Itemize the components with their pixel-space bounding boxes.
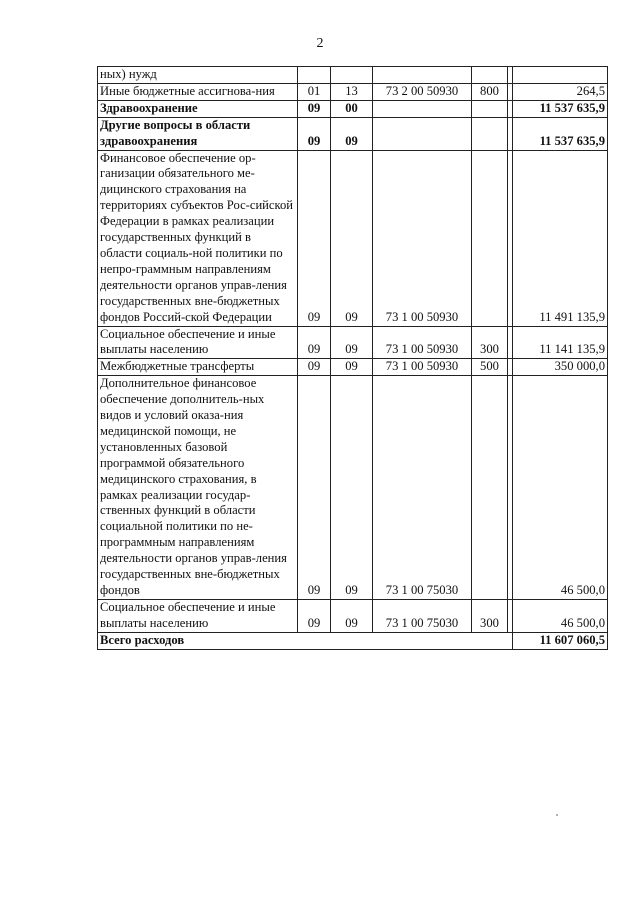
row-sum: 46 500,0 xyxy=(513,599,608,632)
table-row xyxy=(98,599,608,632)
row-rz: 01 xyxy=(298,83,331,100)
row-pr: 00 xyxy=(331,100,373,117)
row-csr: 73 1 00 50930 xyxy=(373,326,472,359)
row-sum: 350 000,0 xyxy=(513,359,608,376)
row-pr: 09 xyxy=(331,117,373,150)
row-rz xyxy=(298,67,331,84)
row-name: Другие вопросы в области здравоохранения xyxy=(98,117,298,150)
row-sum: 11 537 635,9 xyxy=(513,117,608,150)
table-row xyxy=(98,326,608,359)
row-sum: 11 491 135,9 xyxy=(513,150,608,326)
budget-table xyxy=(97,66,608,650)
row-vr: 300 xyxy=(472,599,508,632)
row-rz: 09 xyxy=(298,150,331,326)
table-row xyxy=(98,150,608,326)
row-csr: 73 1 00 50930 xyxy=(373,150,472,326)
row-rz: 09 xyxy=(298,376,331,600)
row-name: Дополнительное финансовое обеспечение дополнитель-ных видов и условий оказа-ния медицинской помощи, не установленных базовой программой обязательного медицинского страхования, в рамках реализации государ-ственных функций в области социальной политики по не-программным направлениям деятельности органов управ-ления государственных вне-бюджетных фондов xyxy=(98,376,298,600)
row-sum: 11 537 635,9 xyxy=(513,100,608,117)
row-vr xyxy=(472,117,508,150)
row-csr xyxy=(373,100,472,117)
page-number: 2 xyxy=(316,36,324,51)
row-pr: 13 xyxy=(331,83,373,100)
row-name: Иные бюджетные ассигнова-ния xyxy=(98,83,298,100)
row-vr: 800 xyxy=(472,83,508,100)
row-name: Социальное обеспечение и иные выплаты населению xyxy=(98,326,298,359)
table-row xyxy=(98,100,608,117)
total-row xyxy=(98,632,608,649)
row-vr xyxy=(472,67,508,84)
table-row xyxy=(98,83,608,100)
row-csr xyxy=(373,117,472,150)
row-sum: 11 141 135,9 xyxy=(513,326,608,359)
total-sum: 11 607 060,5 xyxy=(513,632,608,649)
row-rz: 09 xyxy=(298,100,331,117)
row-vr xyxy=(472,100,508,117)
row-pr: 09 xyxy=(331,376,373,600)
row-sum: 46 500,0 xyxy=(513,376,608,600)
row-name: Социальное обеспечение и иные выплаты населению xyxy=(98,599,298,632)
row-sum xyxy=(513,67,608,84)
table-row xyxy=(98,376,608,600)
row-rz: 09 xyxy=(298,326,331,359)
row-csr: 73 1 00 50930 xyxy=(373,359,472,376)
row-sum: 264,5 xyxy=(513,83,608,100)
row-vr xyxy=(472,150,508,326)
total-label: Всего расходов xyxy=(98,632,513,649)
row-rz: 09 xyxy=(298,117,331,150)
row-csr: 73 2 00 50930 xyxy=(373,83,472,100)
row-name: Финансовое обеспечение ор-ганизации обязательного ме-дицинского страхования на территориях субъектов Рос-сийской Федерации в рамках реализации государственных функций в области социаль-ной политики по непро-граммным направлениям деятельности органов управ-ления государственных вне-бюджетных фондов Россий-ской Федерации xyxy=(98,150,298,326)
row-rz: 09 xyxy=(298,359,331,376)
table-row xyxy=(98,117,608,150)
row-pr: 09 xyxy=(331,599,373,632)
row-pr xyxy=(331,67,373,84)
row-csr xyxy=(373,67,472,84)
row-csr: 73 1 00 75030 xyxy=(373,599,472,632)
row-vr: 500 xyxy=(472,359,508,376)
table-row xyxy=(98,359,608,376)
row-pr: 09 xyxy=(331,150,373,326)
row-vr: 300 xyxy=(472,326,508,359)
table-row xyxy=(98,67,608,84)
scan-speck xyxy=(556,814,558,816)
row-rz: 09 xyxy=(298,599,331,632)
row-csr: 73 1 00 75030 xyxy=(373,376,472,600)
row-name: Здравоохранение xyxy=(98,100,298,117)
row-name: ных) нужд xyxy=(98,67,298,84)
row-pr: 09 xyxy=(331,359,373,376)
row-pr: 09 xyxy=(331,326,373,359)
row-vr xyxy=(472,376,508,600)
row-name: Межбюджетные трансферты xyxy=(98,359,298,376)
